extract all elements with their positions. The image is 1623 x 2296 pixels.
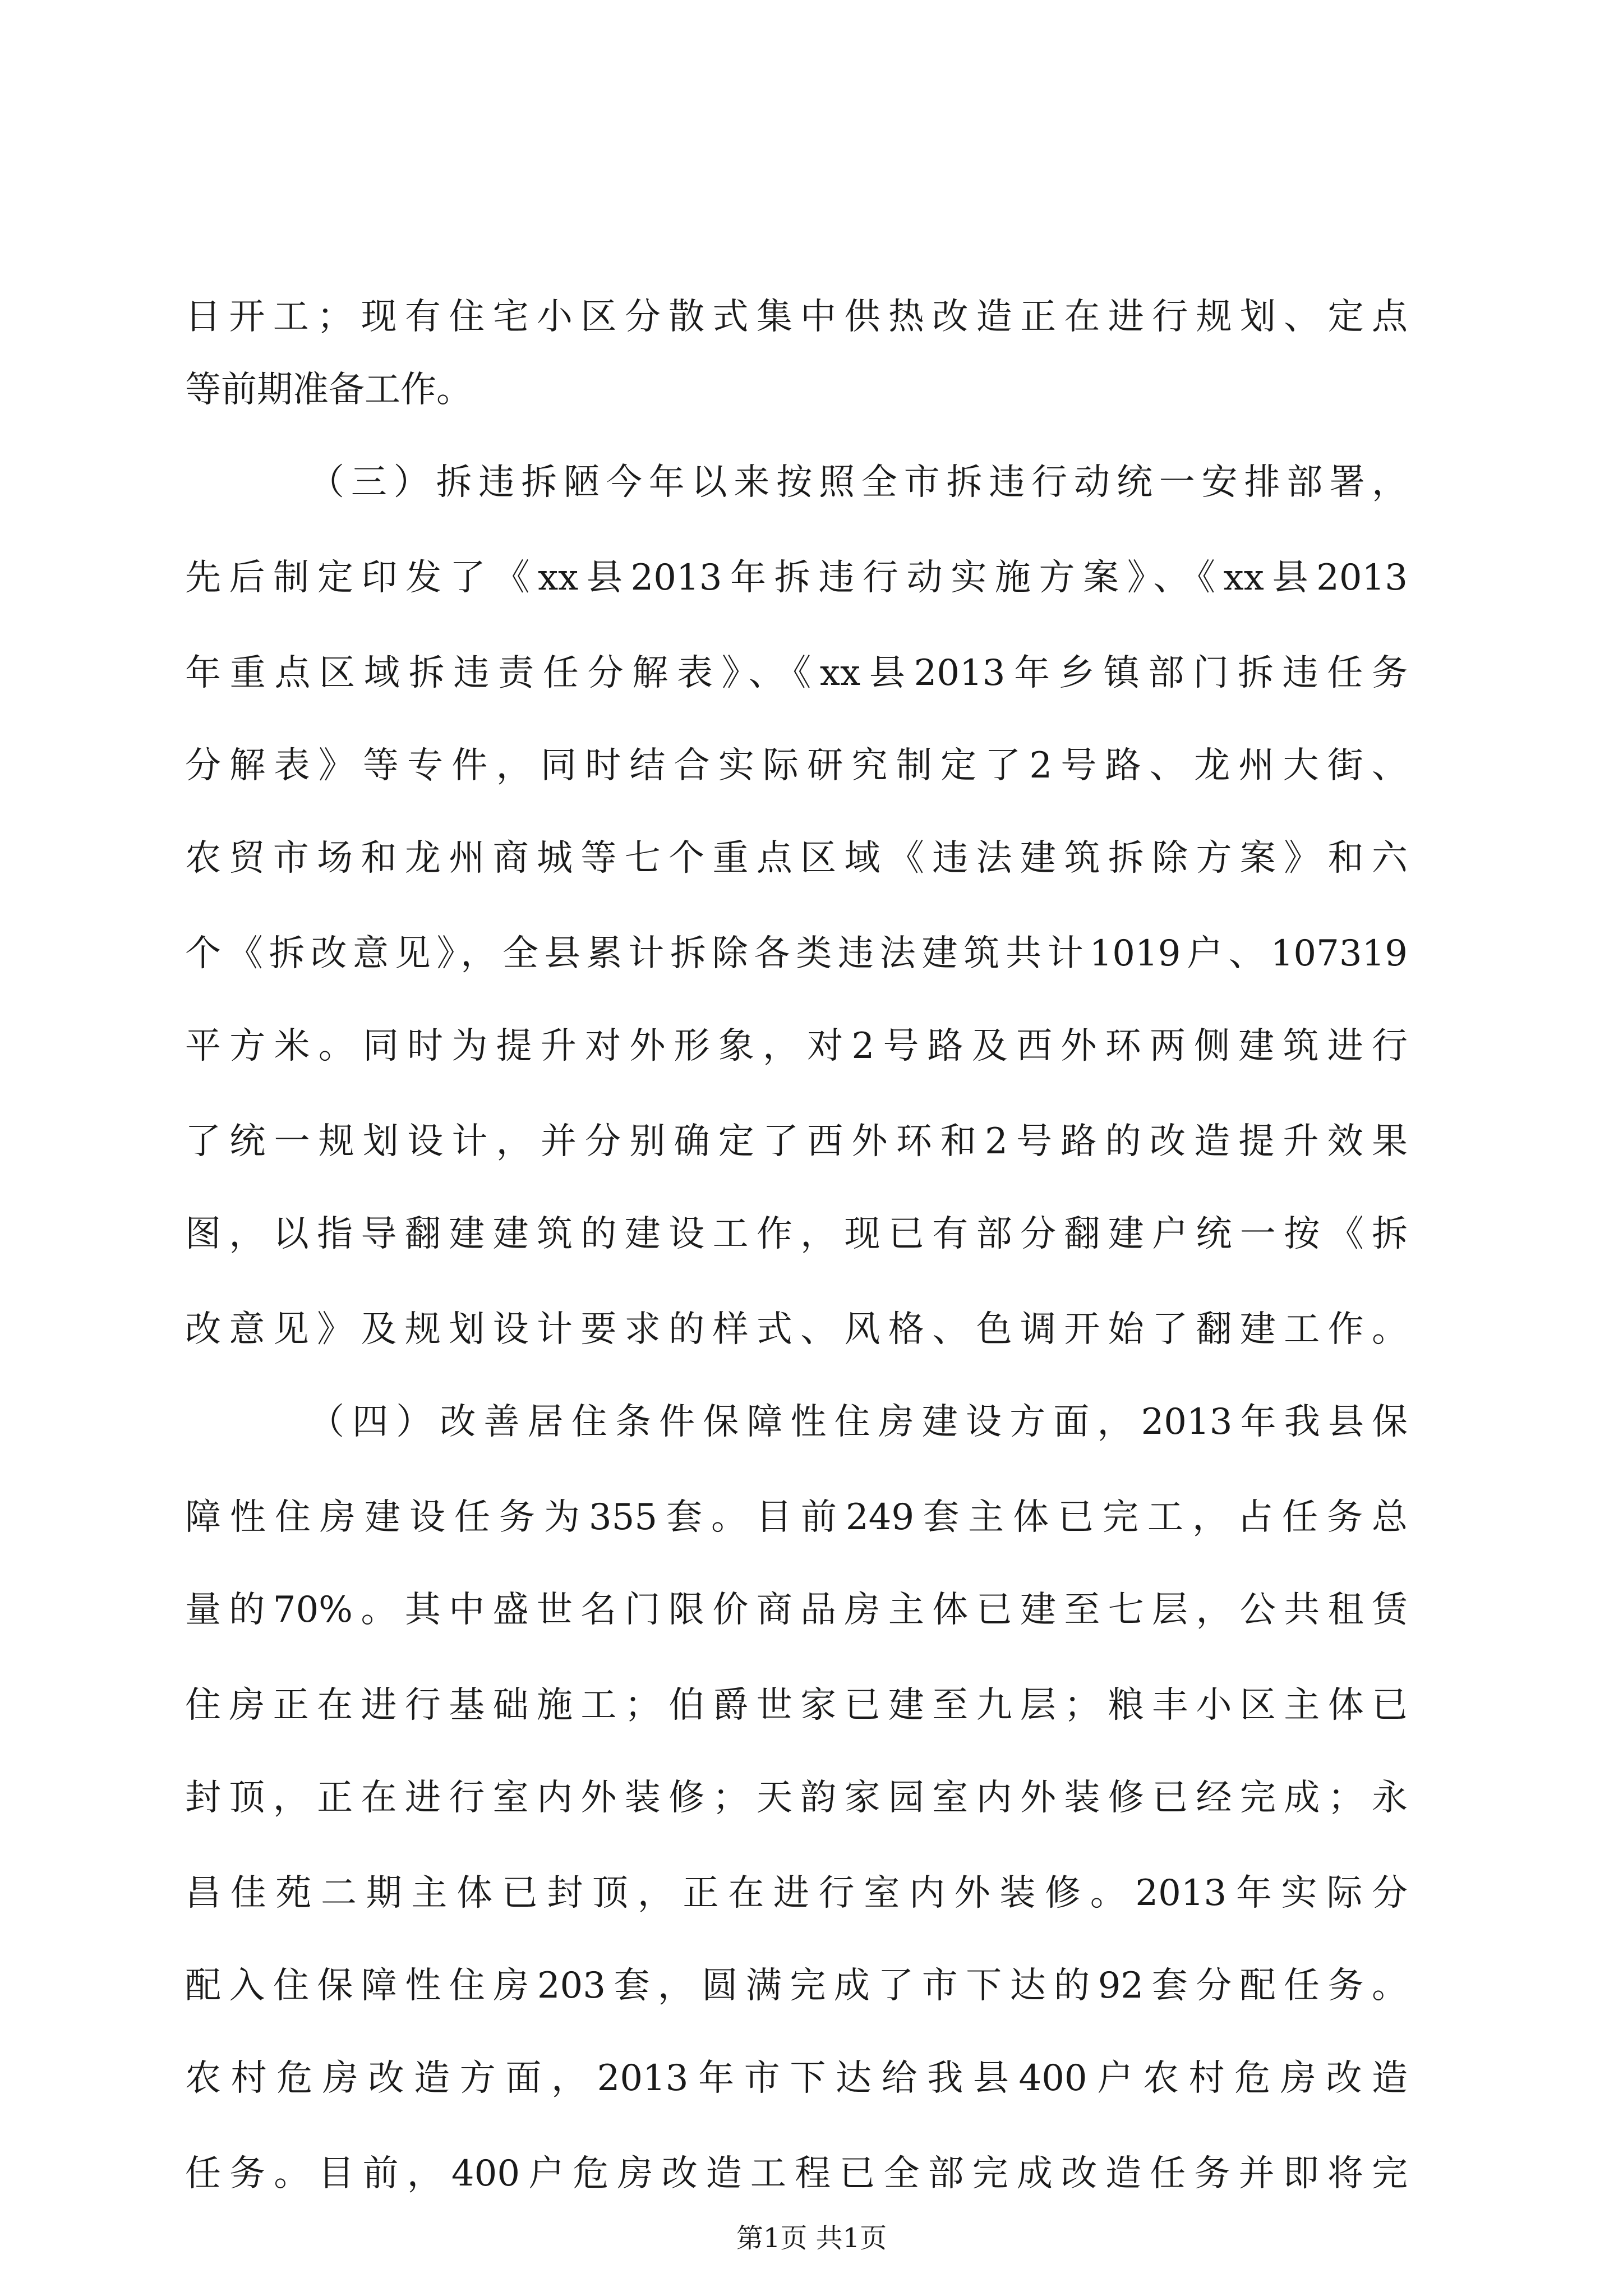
text-line: 年重点区域拆违责任分解表》、《xx县2013年乡镇部门拆违任务: [185, 652, 1408, 694]
text-line: 障性住房建设任务为355套。目前249套主体已完工，占任务总: [185, 1497, 1408, 1538]
text-line: 农贸市场和龙州商城等七个重点区域《违法建筑拆除方案》和六: [185, 838, 1408, 879]
text-line: 了统一规划设计，并分别确定了西外环和2号路的改造提升效果: [185, 1121, 1408, 1162]
page-footer: 第1页 共1页: [736, 2223, 887, 2254]
text-line: 先后制定印发了《xx县2013年拆违行动实施方案》、《xx县2013: [185, 557, 1408, 599]
text-line: 个《拆改意见》，全县累计拆除各类违法建筑共计1019户、107319: [185, 933, 1408, 974]
text-line: 封顶，正在进行室内外装修；天韵家园室内外装修已经完成；永: [185, 1777, 1408, 1819]
text-line: 等前期准备工作。: [185, 369, 472, 411]
text-line: 住房正在进行基础施工；伯爵世家已建至九层；粮丰小区主体已: [185, 1685, 1408, 1726]
text-line: 量的70%。其中盛世名门限价商品房主体已建至七层，公共租赁: [185, 1589, 1408, 1631]
text-line: 任务。目前，400户危房改造工程已全部完成改造任务并即将完: [185, 2153, 1408, 2194]
text-line: 分解表》等专件，同时结合实际研究制定了2号路、龙州大街、: [185, 745, 1408, 786]
text-line: 日开工；现有住宅小区分散式集中供热改造正在进行规划、定点: [185, 296, 1408, 338]
text-line: 配入住保障性住房203套，圆满完成了市下达的92套分配任务。: [185, 1965, 1408, 2007]
paragraph-heading-line: （四）改善居住条件保障性住房建设方面，2013年我县保: [308, 1401, 1408, 1443]
text-line: 农村危房改造方面，2013年市下达给我县400户农村危房改造: [185, 2058, 1408, 2099]
text-line: 昌佳苑二期主体已封顶，正在进行室内外装修。2013年实际分: [185, 1872, 1408, 1914]
text-line: 图，以指导翻建建筑的建设工作，现已有部分翻建户统一按《拆: [185, 1213, 1408, 1255]
text-line: 改意见》及规划设计要求的样式、风格、色调开始了翻建工作。: [185, 1309, 1408, 1350]
text-line: 平方米。同时为提升对外形象，对2号路及西外环两侧建筑进行: [185, 1025, 1408, 1067]
paragraph-heading-line: （三）拆违拆陋今年以来按照全市拆违行动统一安排部署，: [308, 462, 1408, 503]
